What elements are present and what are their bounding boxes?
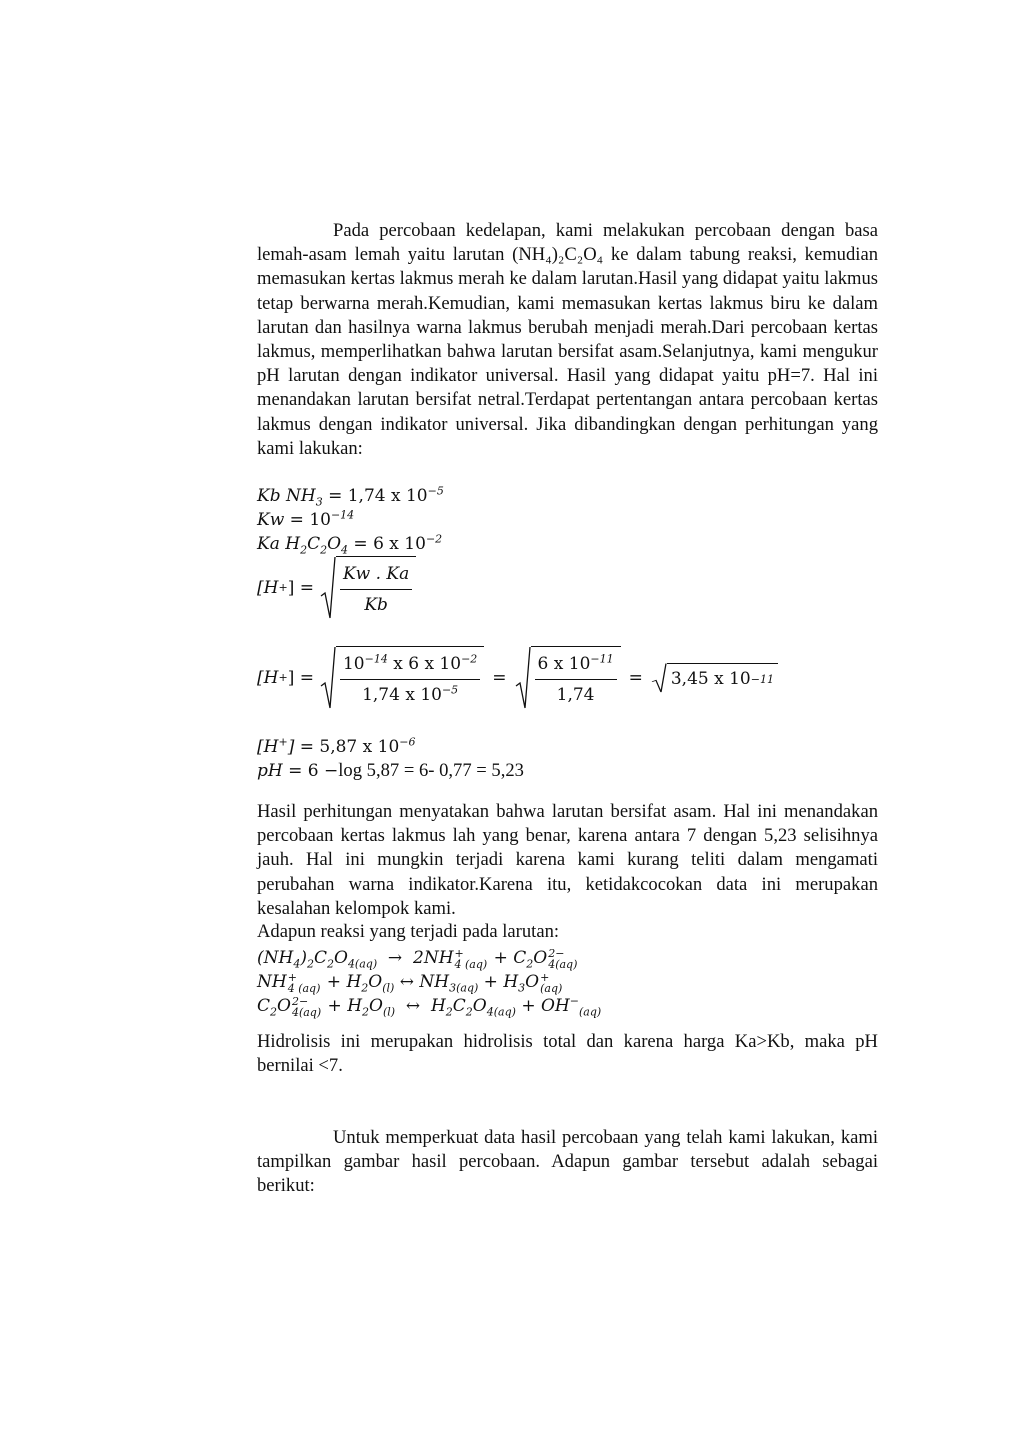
- paragraph-calculation-result: Hasil perhitungan menyatakan bahwa larutan bersifat asam. Hal ini menandakan percobaan kertas lakmus lah yang benar, karena antara 7 dengan 5,23 selisihnya jauh. Hal ini mungkin terjadi karena kami kurang teliti dalam mengamati perubahan warna indikator.Karena itu, ketidakcocokan data ini merupakan kesalahan kelompok kami.: [257, 801, 878, 919]
- fraction: $\frac{6 x 10^{-11}}{1,74}$: [535, 652, 617, 707]
- square-root: [515, 646, 621, 710]
- kb-constant: Kb $NH_3 = 1,74$ x $10^{-5}$: [257, 484, 444, 509]
- ka-constant: Ka $H_2C_2O_4 = 6$ x $10^{-2}$: [257, 532, 443, 557]
- h-ion-formula: [H + ] = $\frac{Kw . Ka}{Kb}$: [257, 556, 878, 620]
- square-root: [320, 556, 416, 620]
- reaction-1: $(NH_4)_2C_2O_{4(aq)} \to 2NH$ + 4 (aq) + $C_2O$ 2− 4(aq): [257, 946, 578, 971]
- radical-sign-icon: [515, 646, 531, 710]
- square-root: 3,45 x 10 −11: [651, 663, 778, 693]
- ph-result: pH = 6 −log 5,87 = 6- 0,77 = 5,23: [257, 760, 524, 782]
- radical-sign-icon: [320, 646, 336, 710]
- reaction-3: $C_2O$ 2− 4(aq) + $H_2O_{(l)}$ ↔ $H_2C_2O_{4(aq)} + OH^-_{(aq)}$: [257, 994, 602, 1019]
- result-block: [257, 735, 878, 783]
- constants-block: [257, 484, 878, 557]
- fraction: $\frac{10^{-14} x 6 x 10^{-2}}{1,74 x 10^{-5}}$: [340, 652, 480, 707]
- paragraph-hydrolysis: Hidrolisis ini merupakan hidrolisis total dan karena harga Ka>Kb, maka pH bernilai <7.: [257, 1031, 878, 1077]
- radical-sign-icon: [651, 663, 667, 693]
- radical-sign-icon: [320, 556, 336, 620]
- reaction-2: NH + 4 (aq) + $H_2O_{(l)}$ ↔ $NH_{3(aq)} + H_3O$ + (aq): [257, 970, 563, 995]
- fraction: $\frac{Kw . Ka}{Kb}$: [340, 562, 412, 617]
- h-ion-calculation: [H + ] = $\frac{10^{-14} x 6 x 10^{-2}}{1,74 x 10^{-5}}$ = $\frac{6 x 10^{-11}}{1,74}$ = 3,45 x 10 −11: [257, 646, 878, 710]
- kw-constant: $Kw = 10^{-14}$: [257, 508, 355, 531]
- reaction-intro: Adapun reaksi yang terjadi pada larutan:: [257, 921, 560, 942]
- reactions-block: [257, 946, 878, 1019]
- square-root: [320, 646, 484, 710]
- paragraph-images-intro: Untuk memperkuat data hasil percobaan yang telah kami lakukan, kami tampilkan gambar hasil percobaan. Adapun gambar tersebut adalah sebagai berikut:: [257, 1127, 878, 1197]
- h-ion-result: [H+] = 5,87 x $10^{-6}$: [257, 735, 416, 757]
- paragraph-experiment-8: Pada percobaan kedelapan, kami melakukan percobaan dengan basa lemah-asam lemah yaitu larutan (NH₄)₂C₂O₄ ke dalam tabung reaksi, kemudian memasukan kertas lakmus merah ke dalam larutan.Hasil yang didapat yaitu lakmus tetap berwarna merah.Kemudian, kami memasukan kertas lakmus biru ke dalam larutan dan hasilnya warna lakmus berubah menjadi merah.Dari percobaan kertas lakmus, memperlihatkan bahwa larutan bersifat asam.Selanjutnya, kami mengukur pH larutan dengan indikator universal. Hasil yang didapat yaitu pH=7. Hal ini menandakan larutan bersifat netral.Terdapat pertentangan antara percobaan kertas lakmus dengan indikator universal. Jika dibandingkan dengan perhitungan yang kami lakukan:: [257, 220, 878, 459]
